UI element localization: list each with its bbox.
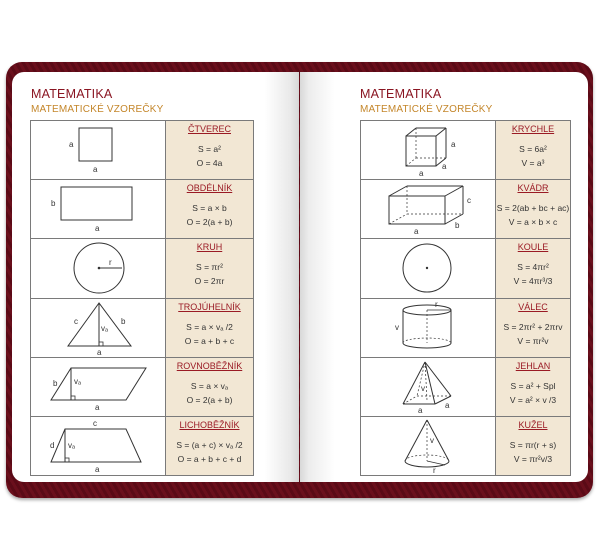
svg-text:vₐ: vₐ bbox=[101, 324, 108, 333]
area-formula: S = a × vₐ /2 bbox=[186, 322, 233, 332]
svg-text:a: a bbox=[95, 403, 100, 412]
area-formula: S = a × vₐ bbox=[190, 381, 229, 391]
volume-formula: V = πr²v/3 bbox=[513, 454, 553, 464]
shape-name: TROJÚHELNÍK bbox=[178, 302, 241, 312]
volume-formula: V = a² × v /3 bbox=[509, 395, 557, 405]
square-diagram bbox=[31, 121, 166, 179]
table-row bbox=[31, 121, 254, 180]
svg-text:a: a bbox=[95, 224, 100, 233]
svg-text:a: a bbox=[451, 140, 456, 149]
svg-text:r: r bbox=[109, 258, 112, 267]
cube-diagram bbox=[361, 121, 496, 179]
table-row bbox=[361, 239, 571, 299]
parallelogram-info bbox=[166, 358, 254, 417]
table-row bbox=[361, 299, 571, 358]
table-row bbox=[361, 358, 571, 417]
trapezoid-info bbox=[166, 417, 254, 476]
rectangle-figure bbox=[31, 180, 166, 239]
table-row bbox=[31, 239, 254, 299]
svg-text:a: a bbox=[414, 227, 419, 236]
shape-name: KUŽEL bbox=[518, 420, 548, 430]
svg-text:b: b bbox=[455, 221, 460, 230]
left-page-title: MATEMATIKA bbox=[31, 87, 113, 101]
left-formula-table bbox=[30, 120, 254, 476]
perimeter-formula: O = 2(a + b) bbox=[186, 395, 233, 405]
left-page-subtitle: MATEMATICKÉ VZOREČKY bbox=[31, 104, 164, 115]
table-row bbox=[31, 417, 254, 476]
cylinder-info bbox=[496, 299, 571, 358]
cube-figure bbox=[361, 121, 496, 180]
volume-formula: V = a³ bbox=[521, 158, 545, 168]
table-row bbox=[31, 180, 254, 239]
svg-text:a: a bbox=[445, 401, 450, 410]
area-formula: S = (a + c) × vₐ /2 bbox=[176, 440, 243, 450]
svg-text:a: a bbox=[93, 165, 98, 174]
shape-name: JEHLAN bbox=[515, 361, 551, 371]
area-formula: S = a² bbox=[198, 144, 221, 154]
rectangle-info bbox=[166, 180, 254, 239]
table-row bbox=[361, 121, 571, 180]
area-formula: S = πr² bbox=[196, 262, 223, 272]
trapezoid-figure bbox=[31, 417, 166, 476]
svg-text:c: c bbox=[93, 419, 97, 428]
shape-name: KRYCHLE bbox=[511, 124, 555, 134]
surface-formula: S = 2(ab + bc + ac) bbox=[496, 203, 570, 213]
cube-info bbox=[496, 121, 571, 180]
svg-text:a: a bbox=[95, 465, 100, 474]
right-page-title: MATEMATIKA bbox=[360, 87, 442, 101]
perimeter-formula: O = a + b + c bbox=[184, 336, 235, 346]
sphere-info bbox=[496, 239, 571, 299]
area-formula: S = a × b bbox=[192, 203, 227, 213]
svg-text:v: v bbox=[395, 323, 399, 332]
trapezoid-diagram bbox=[31, 417, 166, 475]
cone-figure bbox=[361, 417, 496, 476]
sphere-figure bbox=[361, 239, 496, 299]
svg-text:b: b bbox=[53, 379, 58, 388]
table-row bbox=[361, 417, 571, 476]
right-formula-table bbox=[360, 120, 571, 476]
surface-formula: S = 4πr² bbox=[517, 262, 549, 272]
perimeter-formula: O = 2(a + b) bbox=[186, 217, 233, 227]
svg-text:vₐ: vₐ bbox=[74, 377, 81, 386]
circle-diagram bbox=[31, 239, 166, 298]
perimeter-formula: O = 2πr bbox=[194, 276, 225, 286]
pyramid-figure bbox=[361, 358, 496, 417]
right-page bbox=[300, 72, 588, 482]
pyramid-info bbox=[496, 358, 571, 417]
surface-formula: S = πr(r + s) bbox=[509, 440, 557, 450]
triangle-info bbox=[166, 299, 254, 358]
shape-name: ČTVEREC bbox=[187, 124, 231, 134]
table-row bbox=[31, 358, 254, 417]
cone-info bbox=[496, 417, 571, 476]
table-row bbox=[31, 299, 254, 358]
triangle-diagram bbox=[31, 299, 166, 357]
shape-name: KVÁDR bbox=[517, 183, 549, 193]
cone-diagram bbox=[361, 417, 496, 475]
circle-info bbox=[166, 239, 254, 299]
svg-text:b: b bbox=[51, 199, 56, 208]
volume-formula: V = 4πr³/3 bbox=[513, 276, 553, 286]
svg-text:b: b bbox=[121, 317, 126, 326]
left-page bbox=[12, 72, 299, 482]
surface-formula: S = a² + Spl bbox=[510, 381, 556, 391]
shape-name: KOULE bbox=[517, 242, 549, 252]
cylinder-figure bbox=[361, 299, 496, 358]
shape-name: ROVNOBĚŽNÍK bbox=[176, 361, 243, 371]
rectangle-diagram bbox=[31, 180, 166, 238]
shape-name: KRUH bbox=[196, 242, 223, 252]
perimeter-formula: O = 4a bbox=[196, 158, 223, 168]
cylinder-diagram bbox=[361, 299, 496, 357]
parallelogram-diagram bbox=[31, 358, 166, 416]
square-info bbox=[166, 121, 254, 180]
pyramid-diagram bbox=[361, 358, 496, 416]
svg-text:v: v bbox=[430, 436, 434, 445]
perimeter-formula: O = a + b + c + d bbox=[177, 454, 242, 464]
svg-text:a: a bbox=[442, 162, 447, 171]
svg-text:r: r bbox=[435, 300, 438, 309]
surface-formula: S = 6a² bbox=[519, 144, 547, 154]
cuboid-figure bbox=[361, 180, 496, 239]
triangle-figure bbox=[31, 299, 166, 358]
svg-text:v: v bbox=[421, 384, 425, 393]
table-row bbox=[361, 180, 571, 239]
volume-formula: V = a × b × c bbox=[508, 217, 558, 227]
shape-name: LICHOBĚŽNÍK bbox=[179, 420, 240, 430]
svg-text:a: a bbox=[419, 169, 424, 178]
parallelogram-figure bbox=[31, 358, 166, 417]
svg-text:vₐ: vₐ bbox=[68, 441, 75, 450]
svg-text:a: a bbox=[418, 406, 423, 415]
svg-text:d: d bbox=[50, 441, 55, 450]
svg-text:c: c bbox=[74, 317, 78, 326]
svg-text:a: a bbox=[97, 348, 102, 357]
surface-formula: S = 2πr² + 2πrv bbox=[503, 322, 563, 332]
volume-formula: V = πr²v bbox=[517, 336, 549, 346]
circle-figure bbox=[31, 239, 166, 299]
cuboid-info bbox=[496, 180, 571, 239]
svg-text:r: r bbox=[433, 466, 436, 475]
right-page-subtitle: MATEMATICKÉ VZOREČKY bbox=[360, 104, 493, 115]
svg-text:a: a bbox=[69, 140, 74, 149]
shape-name: OBDÉLNÍK bbox=[186, 183, 233, 193]
sphere-diagram bbox=[361, 239, 496, 298]
shape-name: VÁLEC bbox=[518, 302, 548, 312]
svg-text:c: c bbox=[467, 196, 471, 205]
cuboid-diagram bbox=[361, 180, 496, 238]
square-figure bbox=[31, 121, 166, 180]
